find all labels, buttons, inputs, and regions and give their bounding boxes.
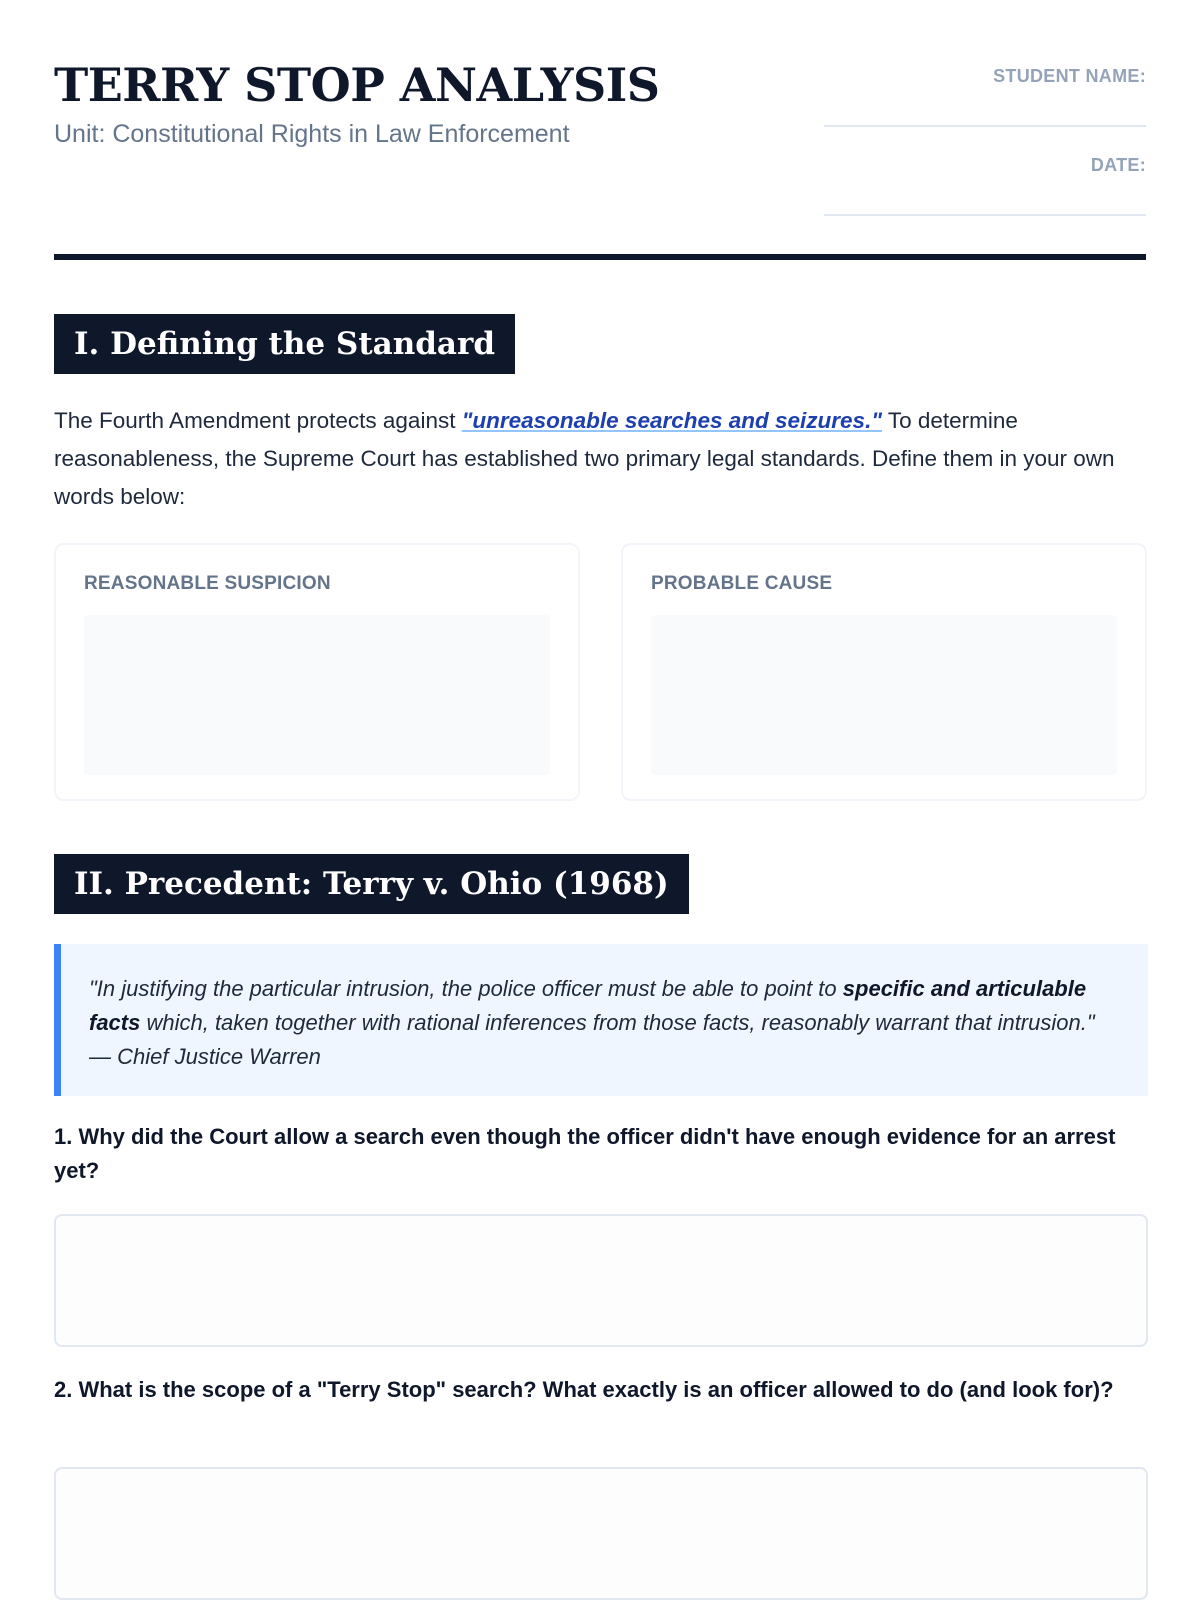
student-name-label: STUDENT NAME: [993,66,1146,86]
question-1-answer[interactable] [54,1214,1148,1347]
page-title: TERRY STOP ANALYSIS [54,58,660,112]
reasonable-suspicion-label: REASONABLE SUSPICION [84,573,331,594]
student-fields [824,66,1146,244]
question-1: 1. Why did the Court allow a search even though the officer didn't have enough evidence for an arrest yet? [54,1124,1116,1183]
probable-cause-box [621,543,1147,801]
header-divider [54,254,1146,260]
question-2-answer[interactable] [54,1467,1148,1600]
reasonable-suspicion-answer[interactable] [84,615,550,775]
reasonable-suspicion-box [54,543,580,801]
probable-cause-label: PROBABLE CAUSE [651,573,833,594]
date-label: DATE: [1090,155,1146,175]
intro-text-start: The Fourth Amendment protects against [54,408,462,433]
quote-emphasis: specific and articulable facts [89,976,1087,1035]
intro-text-end: To determine reasonableness, the Supreme Court has established two primary legal standards. Define them in your own words below: [54,408,1115,509]
student-name-field[interactable] [824,87,1146,127]
intro-paragraph [54,402,1146,516]
quote-text-end: which, taken together with rational inferences from those facts, reasonably warrant that intrusion." — Chief Justice Warren [89,1010,1095,1069]
question-2: 2. What is the scope of a "Terry Stop" search? What exactly is an officer allowed to do (and look for)? [54,1377,1114,1402]
quote-text-start: "In justifying the particular intrusion, the police officer must be able to point to [89,976,843,1001]
date-field[interactable] [824,176,1146,216]
worksheet-header [54,0,1146,260]
probable-cause-answer[interactable] [651,615,1117,775]
unit-subtitle: Unit: Constitutional Rights in Law Enforcement [54,120,570,148]
amendment-quote-link[interactable]: "unreasonable searches and seizures." [461,408,882,433]
terry-quote-block [54,944,1148,1096]
section-heading-defining-standard: I. Defining the Standard [54,314,515,374]
section-heading-precedent: II. Precedent: Terry v. Ohio (1968) [54,854,689,914]
